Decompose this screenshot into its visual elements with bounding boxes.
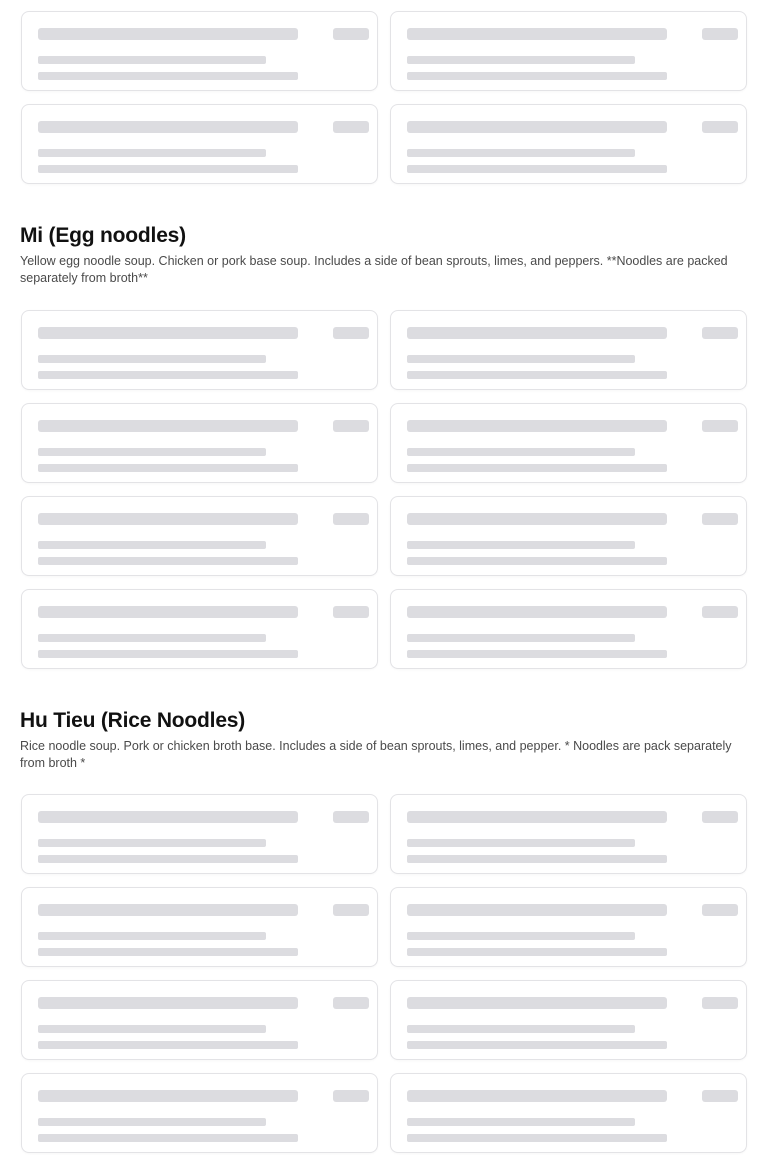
skeleton-title — [407, 121, 667, 133]
skeleton-description-line — [38, 1134, 298, 1142]
skeleton-description-line — [38, 557, 298, 565]
skeleton-description-line — [38, 541, 266, 549]
skeleton-price — [333, 606, 369, 618]
skeleton-title — [38, 1090, 298, 1102]
menu-item-card-skeleton[interactable] — [390, 310, 747, 390]
skeleton-description-line — [407, 56, 635, 64]
skeleton-description-line — [38, 165, 298, 173]
skeleton-price — [333, 420, 369, 432]
skeleton-description-line — [407, 72, 667, 80]
section-title: Mi (Egg noodles) — [20, 224, 186, 247]
skeleton-description-line — [407, 1118, 635, 1126]
skeleton-price — [702, 513, 738, 525]
menu-item-card-skeleton[interactable] — [390, 496, 747, 576]
menu-section-header-hu-tieu — [20, 708, 740, 772]
skeleton-description-line — [38, 355, 266, 363]
skeleton-description-line — [38, 56, 266, 64]
skeleton-description-line — [407, 948, 667, 956]
skeleton-description-line — [407, 371, 667, 379]
skeleton-description-line — [38, 932, 266, 940]
skeleton-title — [38, 606, 298, 618]
skeleton-description-line — [407, 355, 635, 363]
menu-item-card-skeleton[interactable] — [21, 403, 378, 483]
skeleton-title — [407, 1090, 667, 1102]
skeleton-title — [38, 904, 298, 916]
skeleton-title — [407, 513, 667, 525]
menu-item-card-skeleton[interactable] — [21, 980, 378, 1060]
skeleton-title — [407, 420, 667, 432]
skeleton-title — [407, 811, 667, 823]
skeleton-description-line — [407, 855, 667, 863]
menu-item-card-skeleton[interactable] — [390, 980, 747, 1060]
skeleton-description-line — [38, 948, 298, 956]
skeleton-description-line — [407, 1041, 667, 1049]
skeleton-title — [38, 997, 298, 1009]
skeleton-description-line — [407, 1025, 635, 1033]
skeleton-description-line — [407, 541, 635, 549]
skeleton-description-line — [38, 72, 298, 80]
menu-item-card-skeleton[interactable] — [21, 104, 378, 184]
menu-item-card-skeleton[interactable] — [390, 794, 747, 874]
skeleton-description-line — [407, 557, 667, 565]
skeleton-price — [702, 606, 738, 618]
skeleton-description-line — [407, 149, 635, 157]
skeleton-description-line — [407, 634, 635, 642]
menu-item-card-skeleton[interactable] — [21, 589, 378, 669]
skeleton-description-line — [38, 1041, 298, 1049]
skeleton-price — [702, 811, 738, 823]
skeleton-description-line — [407, 650, 667, 658]
skeleton-title — [38, 327, 298, 339]
skeleton-price — [702, 121, 738, 133]
skeleton-description-line — [407, 839, 635, 847]
skeleton-title — [38, 28, 298, 40]
menu-item-card-skeleton[interactable] — [21, 11, 378, 91]
skeleton-description-line — [38, 149, 266, 157]
skeleton-price — [333, 327, 369, 339]
skeleton-title — [407, 904, 667, 916]
skeleton-description-line — [407, 1134, 667, 1142]
menu-item-card-skeleton[interactable] — [390, 1073, 747, 1153]
skeleton-description-line — [38, 839, 266, 847]
skeleton-price — [702, 1090, 738, 1102]
skeleton-title — [407, 606, 667, 618]
skeleton-price — [702, 904, 738, 916]
section-description: Rice noodle soup. Pork or chicken broth base. Includes a side of bean sprouts, limes, and pepper. * Noodles are pack separately from broth * — [20, 739, 732, 770]
skeleton-description-line — [38, 1118, 266, 1126]
skeleton-price — [333, 1090, 369, 1102]
menu-item-card-skeleton[interactable] — [21, 887, 378, 967]
skeleton-description-line — [38, 371, 298, 379]
skeleton-price — [333, 513, 369, 525]
menu-item-card-skeleton[interactable] — [390, 887, 747, 967]
menu-item-card-skeleton[interactable] — [390, 589, 747, 669]
skeleton-price — [702, 327, 738, 339]
menu-item-card-skeleton[interactable] — [390, 11, 747, 91]
skeleton-description-line — [38, 650, 298, 658]
skeleton-description-line — [407, 165, 667, 173]
skeleton-description-line — [407, 448, 635, 456]
section-title: Hu Tieu (Rice Noodles) — [20, 709, 246, 732]
skeleton-description-line — [38, 448, 266, 456]
skeleton-description-line — [38, 634, 266, 642]
menu-item-card-skeleton[interactable] — [21, 794, 378, 874]
skeleton-title — [407, 327, 667, 339]
skeleton-description-line — [407, 464, 667, 472]
section-description: Yellow egg noodle soup. Chicken or pork base soup. Includes a side of bean sprouts, limes, and peppers. **Noodles are packed separately from broth** — [20, 254, 728, 285]
skeleton-description-line — [407, 932, 635, 940]
skeleton-price — [333, 121, 369, 133]
skeleton-title — [38, 420, 298, 432]
skeleton-description-line — [38, 1025, 266, 1033]
skeleton-title — [38, 121, 298, 133]
skeleton-description-line — [38, 464, 298, 472]
skeleton-price — [702, 28, 738, 40]
skeleton-price — [333, 997, 369, 1009]
skeleton-price — [333, 28, 369, 40]
skeleton-description-line — [38, 855, 298, 863]
skeleton-title — [407, 997, 667, 1009]
skeleton-price — [702, 997, 738, 1009]
menu-item-card-skeleton[interactable] — [390, 104, 747, 184]
skeleton-title — [38, 513, 298, 525]
menu-item-card-skeleton[interactable] — [21, 496, 378, 576]
skeleton-price — [333, 811, 369, 823]
menu-item-card-skeleton[interactable] — [21, 310, 378, 390]
skeleton-title — [407, 28, 667, 40]
skeleton-price — [333, 904, 369, 916]
menu-item-card-skeleton[interactable] — [21, 1073, 378, 1153]
menu-section-header-mi — [20, 223, 740, 287]
skeleton-price — [702, 420, 738, 432]
skeleton-title — [38, 811, 298, 823]
menu-item-card-skeleton[interactable] — [390, 403, 747, 483]
